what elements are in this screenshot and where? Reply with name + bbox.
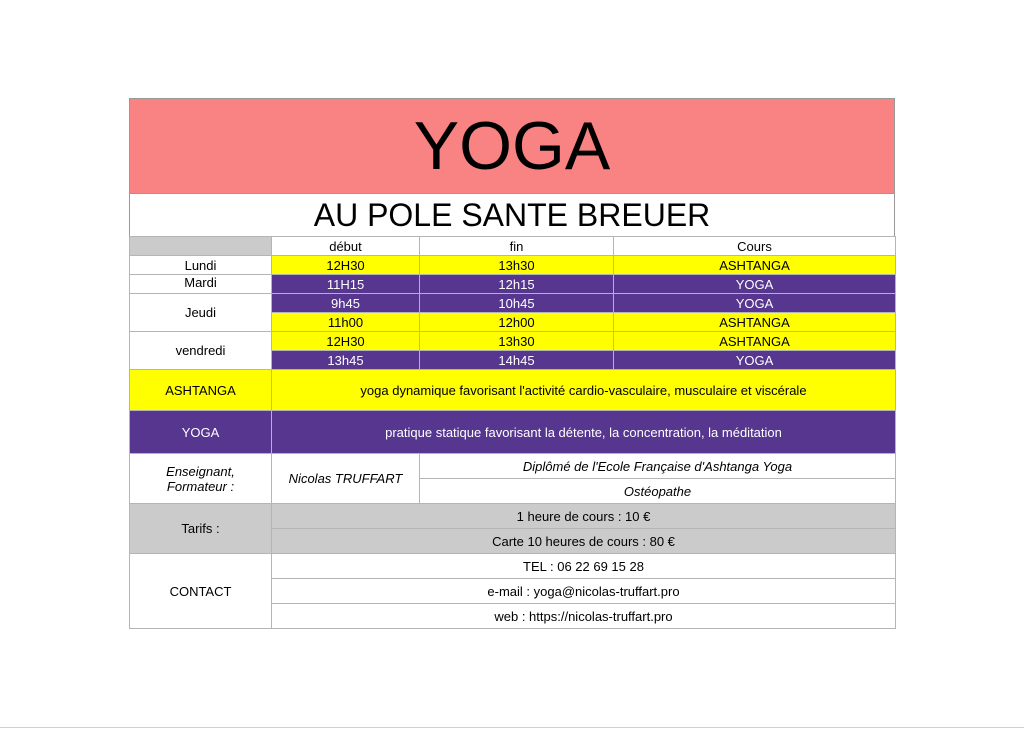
session-fin: 13h30 bbox=[420, 332, 614, 351]
day-lundi: Lundi bbox=[130, 256, 272, 275]
ashtanga-description-row bbox=[130, 370, 896, 411]
subtitle-banner bbox=[129, 194, 895, 236]
yoga-description: pratique statique favorisant la détente, la concentration, la méditation bbox=[272, 411, 896, 454]
session-debut: 13h45 bbox=[272, 351, 420, 370]
ashtanga-description: yoga dynamique favorisant l'activité cardio-vasculaire, musculaire et viscérale bbox=[272, 370, 896, 411]
session-fin: 10h45 bbox=[420, 294, 614, 313]
page-title: YOGA bbox=[413, 108, 611, 184]
contact-web: web : https://nicolas-truffart.pro bbox=[272, 604, 896, 629]
session-debut: 12H30 bbox=[272, 332, 420, 351]
day-vendredi: vendredi bbox=[130, 332, 272, 370]
page-divider bbox=[0, 727, 1024, 728]
teacher-name: Nicolas TRUFFART bbox=[272, 454, 420, 504]
table-row bbox=[130, 332, 896, 351]
session-debut: 11H15 bbox=[272, 275, 420, 294]
yoga-label: YOGA bbox=[130, 411, 272, 454]
yoga-schedule-sheet bbox=[129, 98, 895, 629]
session-debut: 9h45 bbox=[272, 294, 420, 313]
schedule-table bbox=[129, 236, 896, 629]
teacher-qualification-2: Ostéopathe bbox=[420, 479, 896, 504]
column-header-row bbox=[130, 237, 896, 256]
session-fin: 14h45 bbox=[420, 351, 614, 370]
tarif-line-2: Carte 10 heures de cours : 80 € bbox=[272, 529, 896, 554]
table-row bbox=[130, 256, 896, 275]
header-cours: Cours bbox=[614, 237, 896, 256]
session-cours: ASHTANGA bbox=[614, 332, 896, 351]
contact-tel: TEL : 06 22 69 15 28 bbox=[272, 554, 896, 579]
tarifs-label: Tarifs : bbox=[130, 504, 272, 554]
session-fin: 13h30 bbox=[420, 256, 614, 275]
table-row bbox=[130, 275, 896, 294]
session-debut: 11h00 bbox=[272, 313, 420, 332]
session-cours: ASHTANGA bbox=[614, 256, 896, 275]
table-row bbox=[130, 294, 896, 313]
session-fin: 12h00 bbox=[420, 313, 614, 332]
session-cours: ASHTANGA bbox=[614, 313, 896, 332]
teacher-label bbox=[130, 454, 272, 504]
header-empty-cell bbox=[130, 237, 272, 256]
contact-email: e-mail : yoga@nicolas-truffart.pro bbox=[272, 579, 896, 604]
contact-label: CONTACT bbox=[130, 554, 272, 629]
day-jeudi: Jeudi bbox=[130, 294, 272, 332]
session-cours: YOGA bbox=[614, 275, 896, 294]
teacher-row bbox=[130, 454, 896, 479]
session-fin: 12h15 bbox=[420, 275, 614, 294]
tarif-line-1: 1 heure de cours : 10 € bbox=[272, 504, 896, 529]
page-subtitle: AU POLE SANTE BREUER bbox=[313, 196, 711, 233]
ashtanga-label: ASHTANGA bbox=[130, 370, 272, 411]
session-cours: YOGA bbox=[614, 294, 896, 313]
header-fin: fin bbox=[420, 237, 614, 256]
session-cours: YOGA bbox=[614, 351, 896, 370]
teacher-qualification-1: Diplômé de l'Ecole Française d'Ashtanga Yoga bbox=[420, 454, 896, 479]
tarifs-row bbox=[130, 504, 896, 529]
day-mardi: Mardi bbox=[130, 275, 272, 294]
yoga-description-row bbox=[130, 411, 896, 454]
header-debut: début bbox=[272, 237, 420, 256]
session-debut: 12H30 bbox=[272, 256, 420, 275]
contact-row bbox=[130, 554, 896, 579]
teacher-label-line2: Formateur : bbox=[166, 478, 235, 494]
title-banner bbox=[129, 98, 895, 194]
teacher-label-line1: Enseignant, bbox=[166, 463, 235, 479]
